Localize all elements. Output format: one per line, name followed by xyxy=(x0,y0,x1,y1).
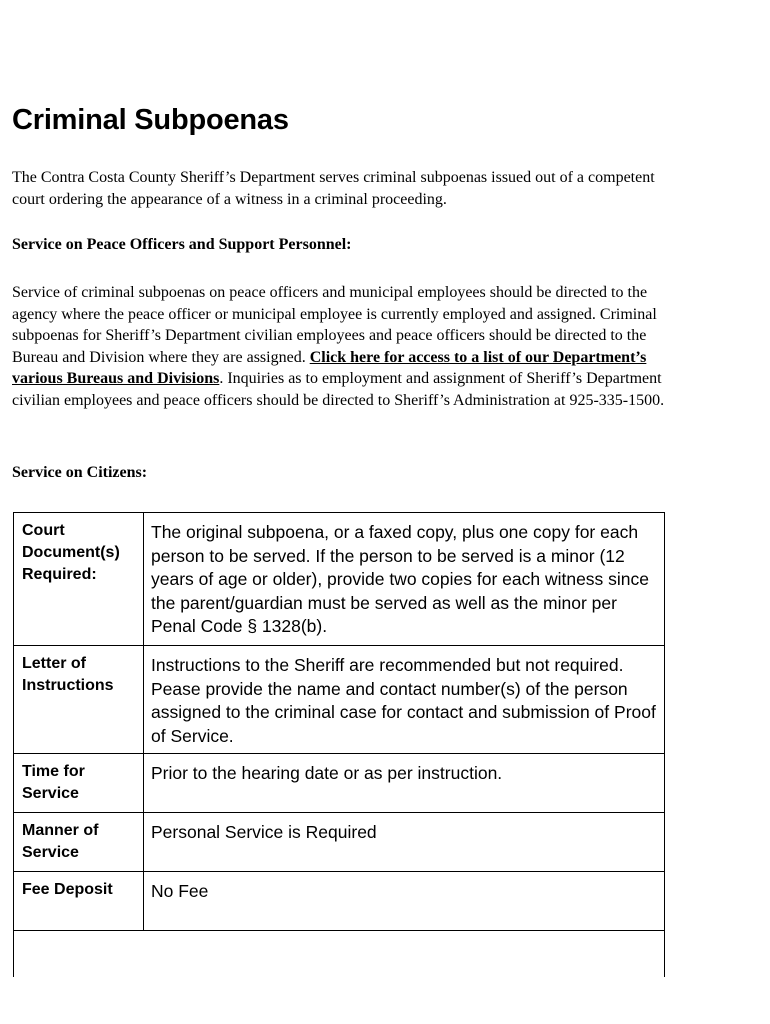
row-value: The original subpoena, or a faxed copy, plus one copy for each person to be served. If the person to be served is a minor (12 years of age or older), provide two copies for each witness since the parent/guardian must be served as well as the minor per Penal Code § 1328(b). xyxy=(144,513,665,646)
section-heading-peace-officers: Service on Peace Officers and Support Personnel: xyxy=(12,236,352,253)
peace-officers-paragraph xyxy=(12,282,682,411)
row-value: Prior to the hearing date or as per instruction. xyxy=(144,754,665,813)
row-value: Personal Service is Required xyxy=(144,813,665,872)
table-row xyxy=(14,513,665,646)
table-row xyxy=(14,813,665,872)
table-continuation xyxy=(13,930,665,977)
row-label: Letter of Instructions xyxy=(14,646,144,754)
row-label: Time for Service xyxy=(14,754,144,813)
bureaus-divisions-link[interactable]: Click here for access to a list of our Department’s various Bureaus and Divisions xyxy=(12,348,647,387)
peace-officers-text-after: . Inquiries as to employment and assignment of Sheriff’s Department civilian employees and peace officers should be directed to Sheriff’s Administration at 925-335-1500. xyxy=(12,370,665,409)
intro-paragraph: The Contra Costa County Sheriff’s Department serves criminal subpoenas issued out of a competent court ordering the appearance of a witness in a criminal proceeding. xyxy=(12,169,655,208)
table-row xyxy=(14,872,665,931)
service-requirements-table xyxy=(13,512,665,931)
table-row xyxy=(14,646,665,754)
page-title: Criminal Subpoenas xyxy=(12,104,289,136)
row-label: Court Document(s) Required: xyxy=(14,513,144,646)
row-value: No Fee xyxy=(144,872,665,931)
row-label: Fee Deposit xyxy=(14,872,144,931)
section-heading-citizens: Service on Citizens: xyxy=(12,464,148,481)
peace-officers-text-before: Service of criminal subpoenas on peace officers and municipal employees should be directed to the agency where the peace officer or municipal employee is currently employed and assigned. Criminal subpoenas for Sheriff’s Department civilian employees and peace officers should be directed to the Bureau and Division where they are assigned. xyxy=(12,284,657,366)
table-row xyxy=(14,754,665,813)
row-label: Manner of Service xyxy=(14,813,144,872)
row-value: Instructions to the Sheriff are recommended but not required. Pease provide the name and contact number(s) of the person assigned to the criminal case for contact and submission of Proof of Service. xyxy=(144,646,665,754)
